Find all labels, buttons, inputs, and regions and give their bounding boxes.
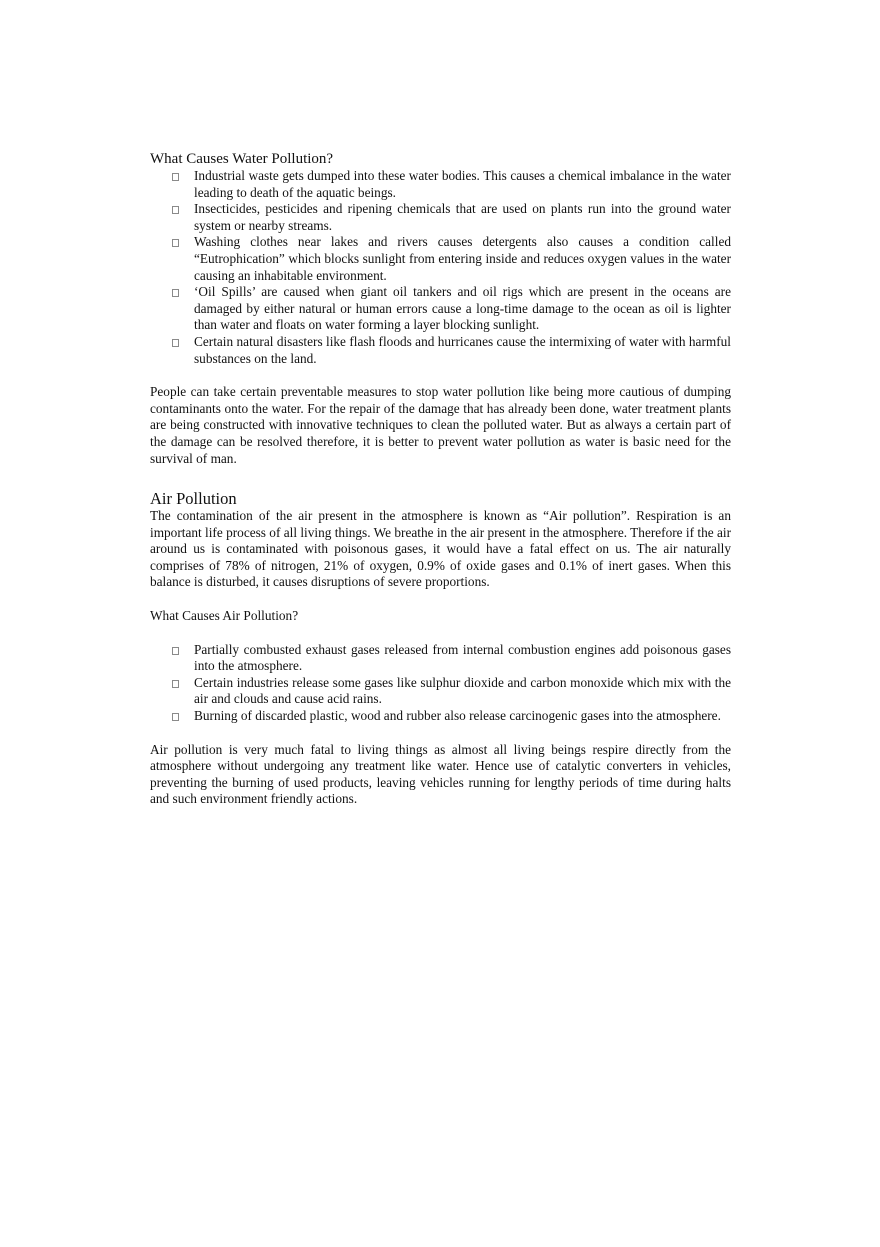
water-causes-list (150, 168, 731, 367)
bullet-icon (172, 680, 179, 688)
list-item-text: Certain natural disasters like flash floods and hurricanes cause the intermixing of water with harmful substances on the land. (194, 333, 731, 366)
list-item-text: Insecticides, pesticides and ripening chemicals that are used on plants run into the ground water system or nearby streams. (194, 201, 731, 233)
spacer (150, 625, 731, 642)
list-item (150, 201, 731, 234)
list-item-text: Industrial waste gets dumped into these water bodies. This causes a chemical imbalance in the water leading to death of the aquatic beings. (194, 168, 731, 200)
air-conclusion-paragraph: Air pollution is very much fatal to living things as almost all living beings respire directly from the atmosphere without undergoing any treatment like water. Hence use of catalytic converters in vehicles, preventing the burning of used products, leaving vehicles running for lengthy periods of time during halts and such environment friendly actions. (150, 741, 731, 807)
bullet-icon (172, 647, 179, 655)
list-item-text: ‘Oil Spills’ are caused when giant oil tankers and oil rigs which are present in the oceans are damaged by either natural or human errors cause a long-time damage to the ocean as oil is lighter than water and floats on water forming a layer blocking sunlight. (194, 284, 731, 333)
air-causes-list (150, 642, 731, 725)
list-item-text: Partially combusted exhaust gases released from internal combustion engines add poisonous gases into the atmosphere. (194, 641, 731, 674)
air-causes-heading: What Causes Air Pollution? (150, 608, 299, 624)
spacer (150, 467, 731, 489)
bullet-icon (172, 713, 179, 721)
document-page (150, 150, 731, 808)
spacer (150, 367, 731, 384)
list-item (150, 168, 731, 201)
bullet-icon (172, 339, 179, 347)
list-item (150, 284, 731, 334)
bullet-icon (172, 239, 179, 247)
list-item-text: Certain industries release some gases like sulphur dioxide and carbon monoxide which mix with the air and clouds and cause acid rains. (194, 674, 731, 707)
spacer (150, 725, 731, 742)
air-intro-paragraph: The contamination of the air present in the atmosphere is known as “Air pollution”. Respiration is an important life process of all living things. We breathe in the air present in the atmosphere. Therefore if the air around us is contaminated with poisonous gases, it would have a fatal effect on us. The air naturally comprises of 78% of nitrogen, 21% of oxygen, 0.9% of oxide gases and 0.1% of inert gases. When this balance is disturbed, it causes disruptions of severe proportions. (150, 508, 731, 590)
list-item (150, 708, 731, 725)
list-item (150, 675, 731, 708)
bullet-icon (172, 206, 179, 214)
water-causes-heading: What Causes Water Pollution? (150, 151, 334, 167)
list-item (150, 642, 731, 675)
list-item (150, 334, 731, 367)
air-pollution-heading: Air Pollution (150, 489, 237, 509)
list-item (150, 234, 731, 284)
bullet-icon (172, 289, 179, 297)
bullet-icon (172, 173, 179, 181)
list-item-text: Burning of discarded plastic, wood and rubber also release carcinogenic gases into the atmosphere. (194, 708, 721, 724)
water-conclusion-paragraph: People can take certain preventable measures to stop water pollution like being more cautious of dumping contaminants onto the water. For the repair of the damage that has already been done, water treatment plants are being constructed with innovative techniques to clean the polluted water. But as always a certain part of the damage can be resolved therefore, it is better to prevent water pollution as water is basic need for the survival of man. (150, 384, 731, 466)
list-item-text: Washing clothes near lakes and rivers causes detergents also causes a condition called “Eutrophication” which blocks sunlight from entering inside and reduces oxygen values in the water causing an inhabitable environment. (194, 234, 731, 283)
spacer (150, 591, 731, 608)
